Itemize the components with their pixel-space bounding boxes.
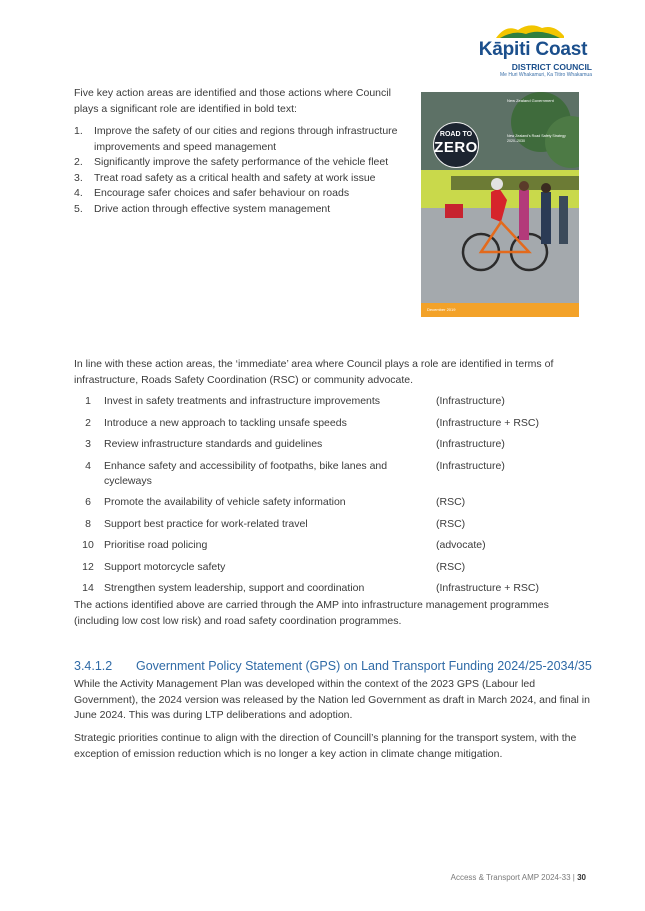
road-to-zero-badge [433, 122, 479, 168]
table-row [74, 560, 564, 582]
action-role: (Infrastructure + RSC) [436, 582, 539, 594]
action-role: (RSC) [436, 560, 466, 573]
list-item-number: 4. [74, 187, 83, 199]
actions-table [74, 394, 564, 603]
page-footer [360, 873, 586, 882]
badge-main-text: ZERO [434, 139, 478, 156]
cover-tag: New Zealand Government [507, 98, 554, 103]
action-number: 6 [85, 496, 91, 508]
table-row [74, 517, 564, 539]
action-text: Enhance safety and accessibility of footpaths, bike lanes and cycleways [104, 459, 388, 487]
list-item-text: Significantly improve the safety performance of the vehicle fleet [94, 156, 389, 168]
action-text: Support motorcycle safety [104, 560, 226, 573]
list-item-text: Treat road safety as a critical health and safety at work issue [94, 171, 376, 184]
list-item [74, 186, 414, 202]
action-text: Strengthen system leadership, support and coordination [104, 582, 365, 594]
action-role: (RSC) [436, 517, 466, 530]
list-item [74, 124, 414, 155]
list-item-number: 5. [74, 202, 83, 215]
table-row [74, 538, 564, 560]
action-role: (Infrastructure) [436, 459, 505, 472]
list-item-text: Drive action through effective system management [94, 202, 331, 215]
list-item-number: 2. [74, 156, 83, 168]
table-row [74, 495, 564, 517]
action-text: Support best practice for work-related travel [104, 517, 308, 530]
cover-description: New Zealand's Road Safety Strategy 2020–2030 [507, 134, 566, 143]
table-row [74, 459, 564, 496]
strategic-priorities-paragraph: Strategic priorities continue to align with the direction of Councill’s planning for the transport system, with the exception of emission reduction which is no longer a key action in climate change mitigation. [74, 732, 577, 760]
section-heading [74, 659, 594, 673]
action-text: Prioritise road policing [104, 539, 208, 551]
list-item-number: 1. [74, 125, 83, 137]
section-title: Government Policy Statement (GPS) on Land Transport Funding 2024/25-2034/35 [136, 659, 592, 673]
council-logo [474, 22, 592, 78]
badge-top-text: ROAD TO [439, 131, 473, 138]
section-number: 3.4.1.2 [74, 659, 113, 673]
action-number: 8 [85, 517, 91, 530]
action-role: (Infrastructure) [436, 395, 505, 407]
action-text: Introduce a new approach to tackling unsafe speeds [104, 416, 347, 429]
table-row [74, 416, 564, 438]
action-text: Invest in safety treatments and infrastructure improvements [104, 395, 381, 407]
logo-subtitle: DISTRICT COUNCIL [511, 62, 592, 72]
logo-name: Kāpiti Coast [478, 39, 588, 60]
footer-document-title: Access & Transport AMP 2024-33 [450, 873, 571, 882]
list-item-text: Improve the safety of our cities and regions through infrastructure improvements and speed management [94, 125, 398, 153]
action-number: 10 [82, 539, 94, 551]
action-areas-paragraph: In line with these action areas, the ‘immediate’ area where Council plays a role are identified in terms of infrastructure, Roads Safety Coordination (RSC) or community advocate. [74, 358, 554, 386]
cover-footer-text: December 2019 [427, 307, 456, 312]
action-number: 14 [82, 582, 94, 594]
logo-tagline: Me Huri Whakamuri, Ka Titiro Whakamua [500, 72, 592, 78]
cover-footer-band [421, 303, 579, 317]
intro-paragraph: Five key action areas are identified and those actions where Council plays a significant role are identified in bold text: [74, 87, 391, 115]
action-text: Review infrastructure standards and guidelines [104, 438, 323, 450]
action-role: (Infrastructure + RSC) [436, 416, 539, 429]
table-row [74, 437, 564, 459]
list-item-number: 3. [74, 171, 83, 184]
action-role: (Infrastructure) [436, 438, 505, 450]
gps-paragraph: While the Activity Management Plan was developed within the context of the 2023 GPS (Labour led Government), the 2024 version was released by the Nation led Government as draft in March 2024, and final in June 2024. This was during LTP deliberations and adoption. [74, 678, 590, 721]
table-row [74, 394, 564, 416]
action-number: 4 [85, 459, 91, 472]
action-number: 1 [85, 395, 91, 407]
page-number: 30 [577, 873, 586, 882]
action-role: (RSC) [436, 496, 466, 508]
list-item [74, 155, 414, 171]
action-areas-list [74, 124, 414, 217]
logo-hills-icon [496, 22, 564, 38]
action-number: 12 [82, 560, 94, 573]
amp-paragraph: The actions identified above are carried through the AMP into infrastructure management programmes (including low cost low risk) and road safety coordination programmes. [74, 599, 549, 627]
action-role: (advocate) [436, 539, 486, 551]
action-number: 3 [85, 438, 91, 450]
list-item-text: Encourage safer choices and safer behaviour on roads [94, 187, 350, 199]
footer-separator: | [572, 873, 575, 882]
action-number: 2 [85, 416, 91, 429]
list-item [74, 202, 414, 218]
action-text: Promote the availability of vehicle safety information [104, 496, 346, 508]
road-to-zero-cover-image [421, 92, 579, 317]
list-item [74, 171, 414, 187]
